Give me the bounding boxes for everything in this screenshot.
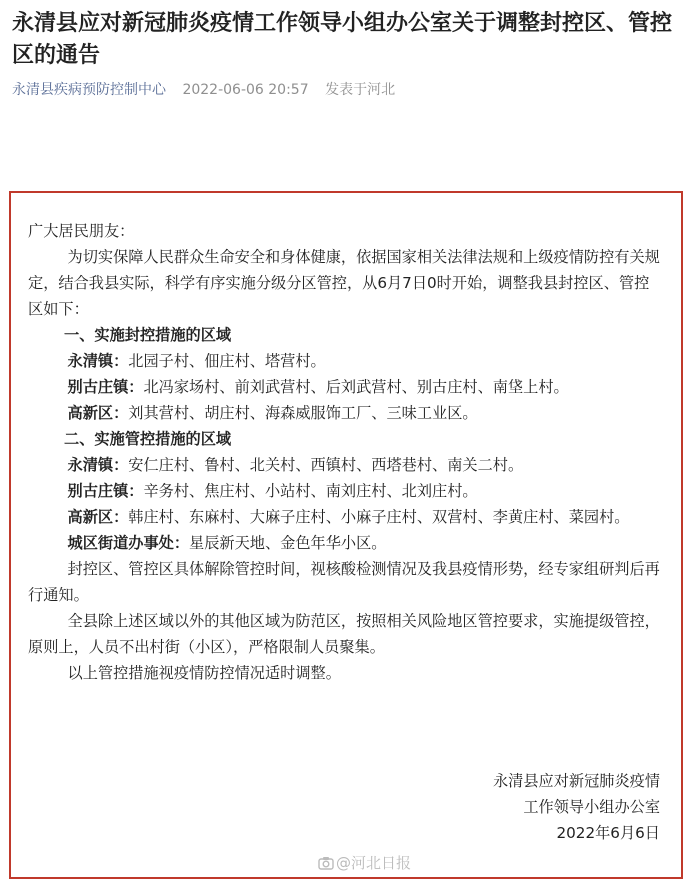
area-item [28,400,664,426]
section-heading: 二、实施管控措施的区域 [64,430,232,448]
area-item [28,348,664,374]
area-text: 韩庄村、东麻村、大麻子庄村、小麻子庄村、双营村、李黄庄村、菜园村。 [128,508,630,526]
intro-paragraph: 为切实保障人民群众生命安全和身体健康，依据国家相关法律法规和上级疫情防控有关规定，结合我县实际，科学有序实施分级分区管控，从6月7日0时开始，调整我县封控区、管控区如下： [28,248,660,318]
area-item [28,452,664,478]
area-label: 永清镇： [67,352,129,370]
source-link[interactable]: 永清县疾病预防控制中心 [12,82,166,98]
weibo-camera-icon [318,854,334,868]
signature-date: 2022年6月6日 [556,824,660,842]
area-label: 高新区： [67,508,129,526]
area-text: 安仁庄村、鲁村、北关村、西镇村、西塔巷村、南关二村。 [128,456,524,474]
body-paragraph: 全县除上述区域以外的其他区域为防范区，按照相关风险地区管控要求，实施提级管控，原则上，人员不出村街（小区），严格限制人员聚集。 [28,612,660,656]
area-text: 北园子村、佃庄村、塔营村。 [128,352,326,370]
area-text: 辛务村、焦庄村、小站村、南刘庄村、北刘庄村。 [143,482,478,500]
body-paragraph: 以上管控措施视疫情防控情况适时调整。 [67,664,341,682]
area-label: 别古庄镇： [67,378,144,396]
signature-org-line1: 永清县应对新冠肺炎疫情 [492,772,660,790]
greeting: 广大居民朋友： [28,222,135,240]
section-heading: 一、实施封控措施的区域 [64,326,232,344]
watermark-text: @河北日报 [336,854,412,872]
signature-org-line2: 工作领导小组办公室 [523,798,660,816]
area-label: 永清镇： [67,456,129,474]
notice-body [28,218,664,686]
area-label: 高新区： [67,404,129,422]
area-text: 刘其营村、胡庄村、海森威服饰工厂、三味工业区。 [128,404,478,422]
publish-time: 2022-06-06 20:57 [182,82,309,98]
publish-location: 发表于河北 [325,82,396,98]
article-meta [12,80,395,100]
area-label: 城区街道办事处： [67,534,190,552]
area-item [28,530,664,556]
area-text: 北冯家场村、前刘武营村、后刘武营村、别古庄村、南垡上村。 [143,378,569,396]
area-item [28,478,664,504]
area-item [28,374,664,400]
area-item [28,504,664,530]
watermark [318,852,411,874]
area-text: 星辰新天地、金色年华小区。 [189,534,387,552]
signature-block [360,768,660,846]
article-title: 永清县应对新冠肺炎疫情工作领导小组办公室关于调整封控区、管控区的通告 [12,11,673,68]
body-paragraph: 封控区、管控区具体解除管控时间，视核酸检测情况及我县疫情形势，经专家组研判后再行通知。 [28,560,660,604]
area-label: 别古庄镇： [67,482,144,500]
